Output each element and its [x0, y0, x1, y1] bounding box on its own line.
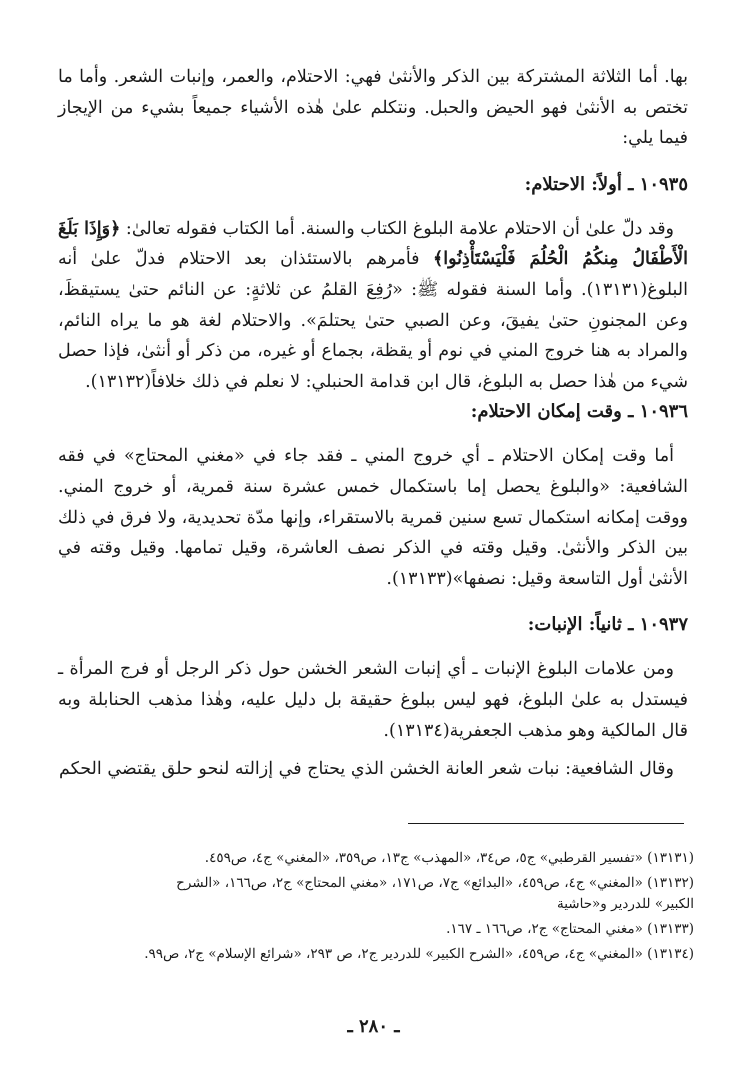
section-heading-inbat: ١٠٩٣٧ ـ ثانياً: الإنبات:	[527, 614, 688, 636]
footnote: (١٣١٣٤) «المغني» ج٤، ص٤٥٩، «الشرح الكبير» للدردير ج٢، ص ٢٩٣، «شرائع الإسلام» ج٢، ص٩٩.	[144, 946, 694, 962]
footnote-text: (١٣١٣٢) «المغني» ج٤، ص٤٥٩، «البدائع» ج٧، ص١٧١، «مغني المحتاج» ج٢، ص١٦٦، «الشرح	[176, 875, 694, 891]
page-body	[58, 62, 688, 785]
footnote-separator	[408, 823, 684, 824]
paragraph-waqt: أما وقت إمكان الاحتلام ـ أي خروج المني ـ فقد جاء في «مغني المحتاج» في فقه الشافعية: «والبلوغ يحصل إما باستكمال خمس عشرة سنة قمرية، أو خروج المني. ووقت إمكانه استكمال تسع سنين قمرية بالاستقراء، وإنها مدّة تحديدية، ولا فرق في ذلك بين الذكر والأنثىٰ. وقيل وقته في الذكر نصف العاشرة، وقيل تمامها. وقيل وقته في الأنثىٰ أول التاسعة وقيل: نصفها»(١٣١٣٣).	[58, 446, 688, 589]
section-heading-waqt: ١٠٩٣٦ ـ وقت إمكان الاحتلام:	[470, 401, 688, 423]
footnote: (١٣١٣٣) «مغني المحتاج» ج٢، ص١٦٦ ـ ١٦٧.	[446, 921, 694, 937]
paragraph-text: فأمرهم بالاستئذان بعد الاحتلام فدلّ علىٰ أنه البلوغ(١٣١٣١). وأما السنة فقوله ﷺ: «رُفِعَ القلمُ عن ثلاثةٍ: عن النائم حتىٰ يستيقظَ، وعن المجنونِ حتىٰ يفيقَ، وعن الصبي حتىٰ يحتلمَ». والاحتلام لغة هو ما يراه النائم، والمراد به هنا خروج المني في نوم أو يقظة، بجماع أو غيره، من ذكر أو أنثىٰ، فإذا حصل شيء من هٰذا حصل به البلوغ، قال ابن قدامة الحنبلي: لا نعلم في ذلك خلافاً(١٣١٣٢).	[58, 249, 688, 392]
quran-verse: ﴿وَإِذَا بَلَغَ الْأَطْفَالُ مِنكُمُ الْحُلُمَ فَلْيَسْتَأْذِنُوا﴾	[58, 218, 688, 270]
paragraph-text: وقد دلّ علىٰ أن الاحتلام علامة البلوغ الكتاب والسنة. أما الكتاب فقوله تعالىٰ:	[120, 218, 675, 239]
footnote: (١٣١٣١) «تفسير القرطبي» ج٥، ص٣٤، «المهذب» ج١٣، ص٣٥٩، «المغني» ج٤، ص٤٥٩.	[204, 850, 694, 866]
paragraph-shafiiya: وقال الشافعية: نبات شعر العانة الخشن الذي يحتاج في إزالته لنحو حلق يقتضي الحكم	[58, 759, 674, 780]
page-number: ـ ٢٨٠ ـ	[347, 1016, 400, 1037]
paragraph-inbat: ومن علامات البلوغ الإنبات ـ أي إنبات الشعر الخشن حول ذكر الرجل أو فرج المرأة ـ فيستدل به علىٰ البلوغ، فهو ليس ببلوغ حقيقة بل دليل عليه، وهٰذا مذهب الحنابلة وبه قال المالكية وهو مذهب الجعفرية(١٣١٣٤).	[58, 659, 688, 741]
paragraph-ihtilam	[58, 214, 688, 398]
footnote	[58, 873, 694, 915]
section-heading-ihtilam: ١٠٩٣٥ ـ أولاً: الاحتلام:	[524, 173, 688, 195]
intro-paragraph: بها. أما الثلاثة المشتركة بين الذكر والأنثىٰ فهي: الاحتلام، والعمر، وإنبات الشعر. وأما ما تختص به الأنثىٰ فهو الحيض والحبل. ونتكلم علىٰ هٰذه الأشياء جميعاً بشيء من الإيجاز فيما يلي:	[58, 67, 688, 149]
footnotes	[58, 848, 694, 969]
footnote-continuation: الكبير» للدردير و«حاشية	[556, 896, 694, 912]
